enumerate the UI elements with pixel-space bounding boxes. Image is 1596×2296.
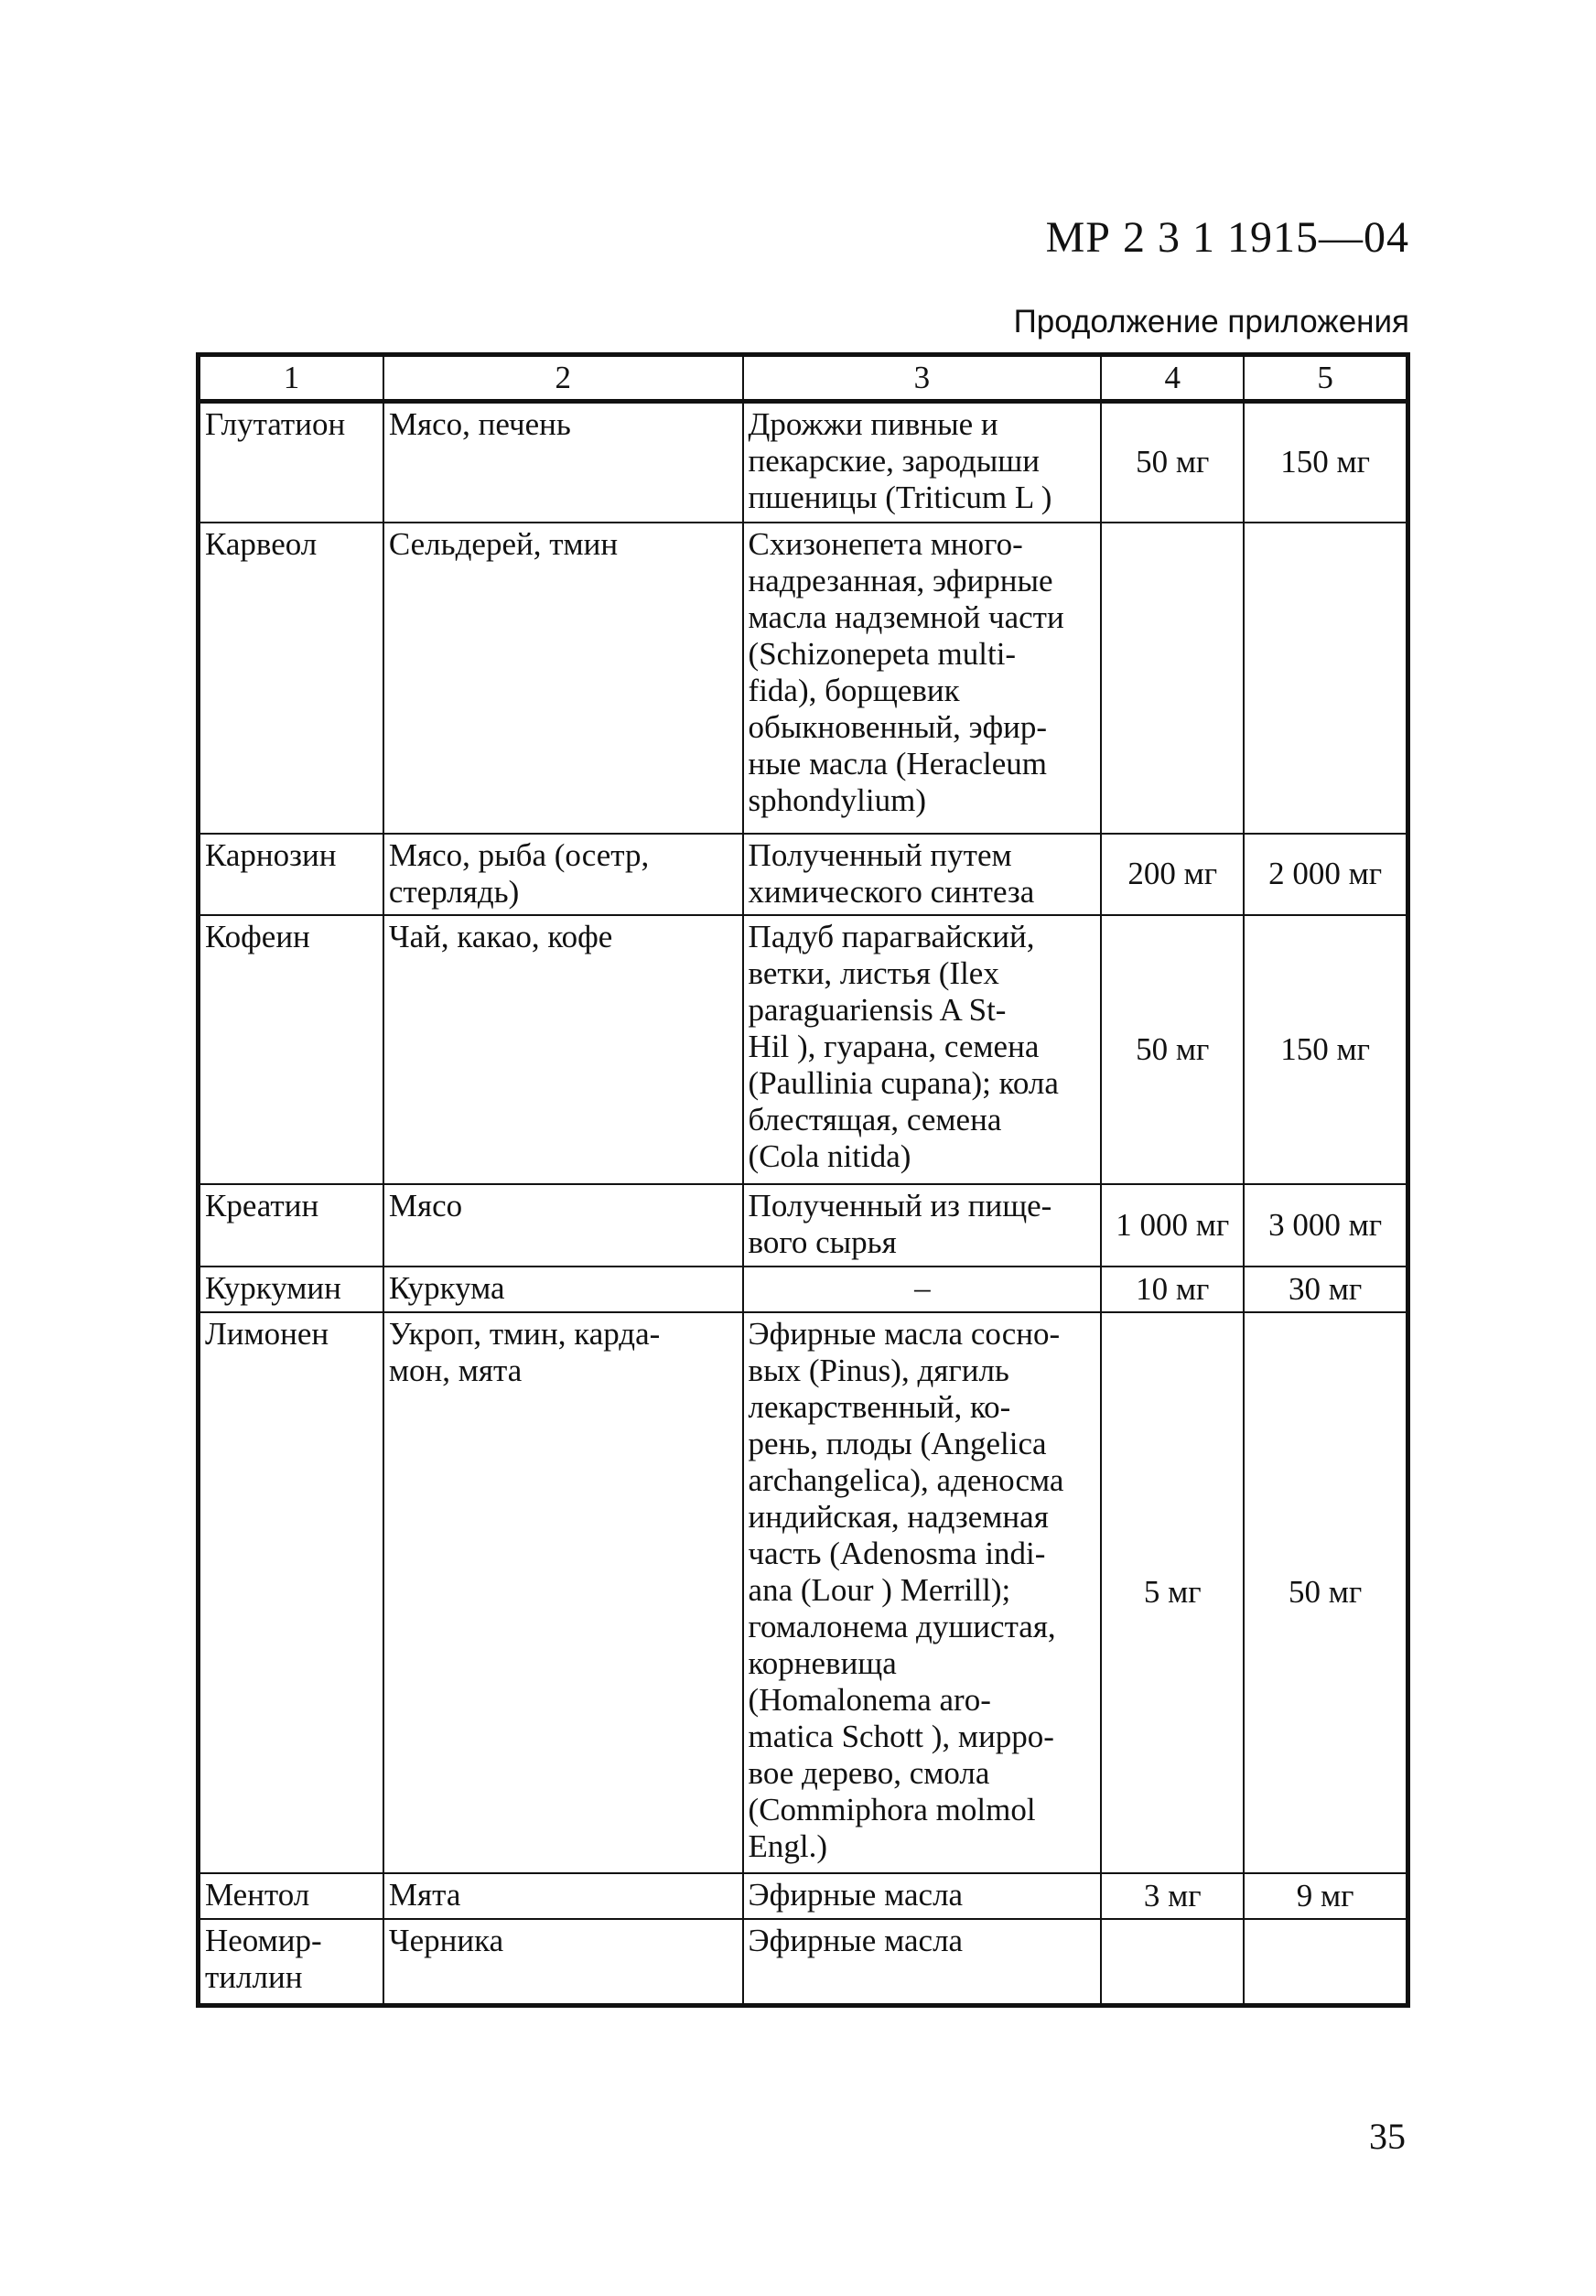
adequate-level-cell [1101, 1919, 1244, 2006]
adequate-level-cell: 200 мг [1101, 834, 1244, 915]
table-row [199, 1919, 1408, 2006]
column-header: 3 [743, 355, 1102, 402]
plant-source-cell: Полученный из пище- вого сырья [743, 1184, 1102, 1267]
table-row [199, 402, 1408, 523]
plant-source-cell: Падуб парагвайский, ветки, листья (Ilex paraguariensis A St- Hil ), гуарана, семена (Paullinia cupana); кола блестящая, семена (Cola nitida) [743, 915, 1102, 1184]
plant-source-cell: Дрожжи пивные и пекарские, зародыши пшеницы (Triticum L ) [743, 402, 1102, 523]
upper-level-cell: 150 мг [1244, 402, 1407, 523]
food-source-cell: Чай, какао, кофе [383, 915, 743, 1184]
upper-level-cell: 50 мг [1244, 1312, 1407, 1873]
plant-source-cell: Полученный путем химического синтеза [743, 834, 1102, 915]
substance-cell: Лимонен [199, 1312, 383, 1873]
continuation-caption: Продолжение приложения [1013, 304, 1409, 340]
plant-source-cell: Эфирные масла сосно- вых (Pinus), дягиль лекарственный, ко- рень, плоды (Angelica archangelica), аденосма индийская, надземная часть (Adenosma indi- ana (Lour ) Merrill); гомалонема душистая, корневища (Homalonema aro- matica Schott ), мирро- вое дерево, смола (Commiphora molmol Engl.) [743, 1312, 1102, 1873]
substance-cell: Креатин [199, 1184, 383, 1267]
upper-level-cell: 2 000 мг [1244, 834, 1407, 915]
upper-level-cell [1244, 523, 1407, 834]
appendix-table [196, 352, 1410, 2008]
substance-cell: Кофеин [199, 915, 383, 1184]
adequate-level-cell: 50 мг [1101, 915, 1244, 1184]
table-row [199, 1267, 1408, 1312]
adequate-level-cell: 5 мг [1101, 1312, 1244, 1873]
column-header: 1 [199, 355, 383, 402]
food-source-cell: Куркума [383, 1267, 743, 1312]
substance-cell: Куркумин [199, 1267, 383, 1312]
adequate-level-cell: 50 мг [1101, 402, 1244, 523]
substance-cell: Неомир- тиллин [199, 1919, 383, 2006]
column-header: 2 [383, 355, 743, 402]
substance-cell: Карвеол [199, 523, 383, 834]
substance-cell: Ментол [199, 1873, 383, 1919]
table-row [199, 1873, 1408, 1919]
substance-cell: Глутатион [199, 402, 383, 523]
column-header: 5 [1244, 355, 1407, 402]
column-header: 4 [1101, 355, 1244, 402]
food-source-cell: Укроп, тмин, карда- мон, мята [383, 1312, 743, 1873]
plant-source-cell: Эфирные масла [743, 1873, 1102, 1919]
food-source-cell: Черника [383, 1919, 743, 2006]
plant-source-cell: Эфирные масла [743, 1919, 1102, 2006]
page-number: 35 [1369, 2116, 1406, 2157]
table-row [199, 834, 1408, 915]
food-source-cell: Мята [383, 1873, 743, 1919]
substance-cell: Карнозин [199, 834, 383, 915]
adequate-level-cell [1101, 523, 1244, 834]
adequate-level-cell: 3 мг [1101, 1873, 1244, 1919]
table-row [199, 1184, 1408, 1267]
table-row [199, 1312, 1408, 1873]
table-header-row [199, 355, 1408, 402]
food-source-cell: Мясо, печень [383, 402, 743, 523]
upper-level-cell: 3 000 мг [1244, 1184, 1407, 1267]
table-row [199, 523, 1408, 834]
food-source-cell: Мясо [383, 1184, 743, 1267]
plant-source-cell: Схизонепета много- надрезанная, эфирные масла надземной части (Schizonepeta multi- fida), борщевик обыкновенный, эфир- ные масла (Heracleum sphondylium) [743, 523, 1102, 834]
upper-level-cell: 150 мг [1244, 915, 1407, 1184]
upper-level-cell: 9 мг [1244, 1873, 1407, 1919]
food-source-cell: Сельдерей, тмин [383, 523, 743, 834]
adequate-level-cell: 1 000 мг [1101, 1184, 1244, 1267]
upper-level-cell: 30 мг [1244, 1267, 1407, 1312]
plant-source-cell: – [743, 1267, 1102, 1312]
upper-level-cell [1244, 1919, 1407, 2006]
table-row [199, 915, 1408, 1184]
document-code: МР 2 3 1 1915—04 [1045, 213, 1409, 262]
food-source-cell: Мясо, рыба (осетр, стерлядь) [383, 834, 743, 915]
adequate-level-cell: 10 мг [1101, 1267, 1244, 1312]
